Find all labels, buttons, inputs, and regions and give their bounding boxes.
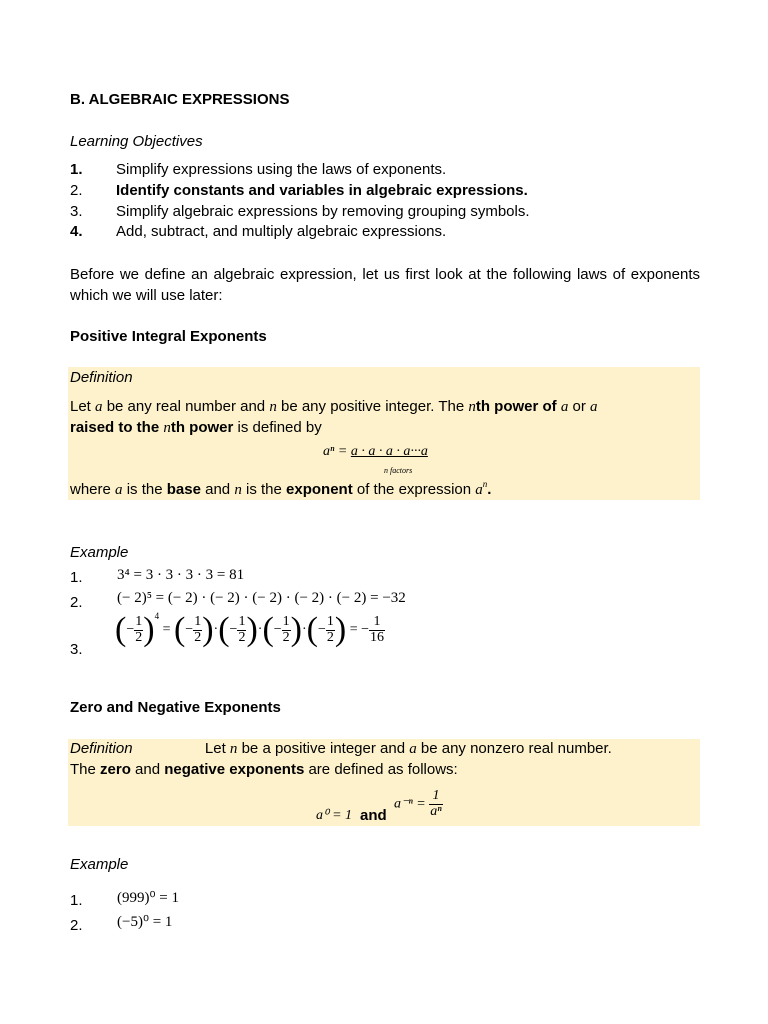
definition-text-line2: raised to the nth power is defined by <box>70 419 322 436</box>
objective-text: Simplify algebraic expressions by removing grouping symbols. <box>116 203 530 220</box>
example-number: 2. <box>70 917 83 934</box>
example-label: Example <box>70 856 129 873</box>
example-number: 1. <box>70 892 83 909</box>
underbrace-label: n factors <box>384 466 413 475</box>
example-expression: 3⁴ = 3 · 3 · 3 · 3 = 81 <box>117 567 245 583</box>
objective-number: 2. <box>70 182 83 199</box>
example-number: 3. <box>70 641 83 658</box>
objective-number: 3. <box>70 203 83 220</box>
section-title: B. ALGEBRAIC EXPRESSIONS <box>70 91 290 108</box>
example-number: 2. <box>70 594 83 611</box>
negative-exponent-formula: a⁻ⁿ = $\frac{1}{\text{aⁿ}}$ <box>394 788 442 819</box>
definition-text-line1: Definition Let n be a positive integer and a be any nonzero real number. <box>70 740 612 757</box>
objective-number: 4. <box>70 223 83 240</box>
example-expression: (− 2)⁵ = (− 2) · (− 2) · (− 2) · (− 2) · (− 2) = −32 <box>117 590 406 606</box>
example-expression-fraction: (− $\frac{1}{2}$ )$^4$ = (− $\frac{1}{2}$ )·(− $\frac{1}{2}$ )·(− $\frac{1}{2}$ )·(− $\frac{1}{2}$ ) = − $\frac{1}{16}$ <box>115 611 385 648</box>
definition-text-line2: The zero and negative exponents are defined as follows: <box>70 761 458 778</box>
example-number: 1. <box>70 569 83 586</box>
definition-text-line1: Let a be any real number and n be any positive integer. The nth power of a or a <box>70 398 598 415</box>
objective-text: Simplify expressions using the laws of exponents. <box>116 161 447 178</box>
objective-text: Add, subtract, and multiply algebraic expressions. <box>116 223 447 240</box>
definition-box-zero-negative <box>68 739 700 826</box>
power-formula: aⁿ = a · a · a · a···a <box>323 444 428 459</box>
definition-text-line3: where a is the base and n is the exponent of the expression $a^n$. <box>70 479 492 498</box>
positive-exponents-heading: Positive Integral Exponents <box>70 328 267 345</box>
intro-paragraph: Before we define an algebraic expression, let us first look at the following laws of exponents which we will use later: <box>70 266 700 304</box>
example-expression: (999)⁰ = 1 <box>117 890 179 906</box>
definition-box-positive <box>68 367 700 500</box>
and-word: and <box>360 807 387 824</box>
zero-negative-heading: Zero and Negative Exponents <box>70 699 281 716</box>
example-expression: (−5)⁰ = 1 <box>117 914 173 930</box>
example-label: Example <box>70 544 129 561</box>
definition-label: Definition <box>70 369 133 386</box>
objectives-heading: Learning Objectives <box>70 133 203 150</box>
objective-text: Identify constants and variables in algebraic expressions. <box>116 182 528 199</box>
zero-exponent-formula: a⁰ = 1 <box>316 808 353 823</box>
objective-number: 1. <box>70 161 83 178</box>
